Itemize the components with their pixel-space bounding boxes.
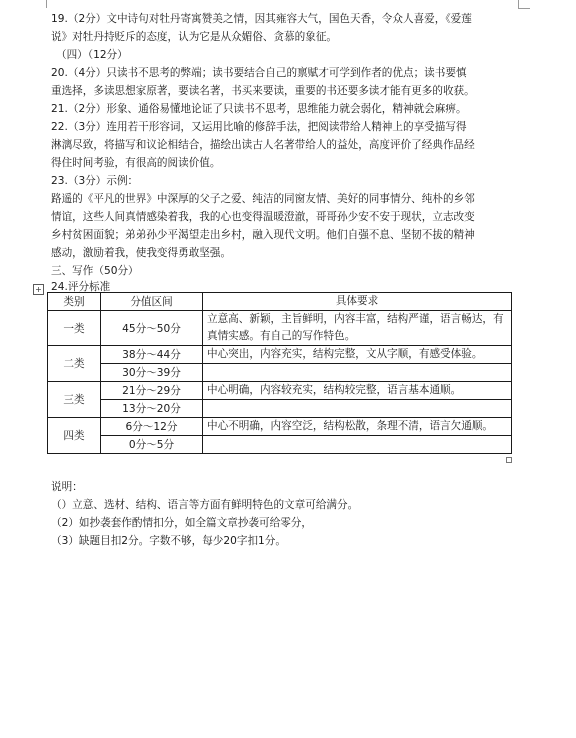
range-cell: 6分～12分 [101,418,203,436]
requirement-cell: 中心不明确，内容空泛，结构松散，条理不清，语言欠通顺。 [203,418,512,436]
table-caption: 24.评分标准 [51,281,111,293]
table-row [48,364,512,382]
answer-line: 22.（3分）连用若干形容词，又运用比喻的修辞手法，把阅读带给人精神上的享受描写得 [51,121,467,133]
answer-line: 19.（2分）文中诗句对牡丹寄寓赞美之情，因其雍容大气，国色天香，令众人喜爱，《爱莲 [51,13,472,25]
note-item: （3）缺题目扣2分。字数不够，每少20字扣1分。 [51,535,286,547]
range-cell: 30分～39分 [101,364,203,382]
answer-line: 23.（3分）示例： [51,175,139,187]
answer-line: 21.（2分）形象、通俗易懂地论证了只读书不思考，思维能力就会弱化，精神就会麻痹。 [51,103,467,115]
table-row [48,346,512,364]
range-cell: 13分～20分 [101,400,203,418]
answer-line: 得住时间考验，有很高的阅读价值。 [51,157,221,169]
requirement-cell [203,364,512,382]
page-corner-mark [36,0,47,8]
table-row [48,382,512,400]
range-cell: 45分～50分 [101,311,203,346]
answer-line: 20.（4分）只读书不思考的弊端；读书要结合自己的禀赋才可学到作者的优点；读书要慎 [51,67,467,79]
requirement-cell: 立意高、新颖，主旨鲜明，内容丰富，结构严谨，语言畅达，有真情实感。有自己的写作特色。 [203,311,512,346]
table-resize-handle[interactable] [506,457,512,463]
category-cell: 三类 [48,382,101,418]
table-row [48,418,512,436]
page-corner-mark [518,0,529,8]
requirement-cell: 中心突出，内容充实，结构完整，文从字顺，有感受体验。 [203,346,512,364]
note-item: （）立意、选材、结构、语言等方面有鲜明特色的文章可给满分。 [51,499,359,511]
range-cell: 0分～5分 [101,436,203,454]
category-cell: 二类 [48,346,101,382]
answer-line: 路遥的《平凡的世界》中深厚的父子之爱、纯洁的同窗友情、美好的同事情分、纯朴的乡邻 [51,193,475,205]
answer-line: 乡村贫困面貌；弟弟孙少平渴望走出乡村，融入现代文明。他们自强不息、坚韧不拔的精神 [51,229,475,241]
table-row [48,311,512,346]
answer-line: 情谊，这些人间真情感染着我，我的心也变得温暖澄澈，哥哥孙少安不安于现状，立志改变 [51,211,475,223]
answer-line: 淋漓尽致，将描写和议论相结合，描绘出读古人名著带给人的益处，高度评价了经典作品经 [51,139,475,151]
answer-line: 感动，激励着我，使我变得勇敢坚强。 [51,247,232,259]
section-heading: 三、写作（50分） [51,265,139,277]
table-header-row [48,293,512,311]
table-row [48,436,512,454]
table-row [48,400,512,418]
range-cell: 21分～29分 [101,382,203,400]
table-header-cell: 分值区间 [101,293,203,311]
answer-line: 重选择，多读思想家原著，要读名著，书买来要读，重要的书还要多读才能有更多的收获。 [51,85,475,97]
table-header-cell: 具体要求 [203,293,512,311]
page-corner-mark [518,8,530,9]
range-cell: 38分～44分 [101,346,203,364]
category-cell: 一类 [48,311,101,346]
requirement-cell [203,436,512,454]
category-cell: 四类 [48,418,101,454]
table-header-cell: 类别 [48,293,101,311]
answer-line: 说》对牡丹持贬斥的态度，认为它是从众媚俗、贪慕的象征。 [51,31,338,43]
section-heading: （四）（12分） [56,49,128,61]
requirement-cell: 中心明确，内容较充实，结构较完整，语言基本通顺。 [203,382,512,400]
requirement-cell [203,400,512,418]
notes-title: 说明： [51,481,83,493]
note-item: （2）如抄袭套作酌情扣分，如全篇文章抄袭可给零分， [51,517,312,529]
table-move-handle-icon[interactable]: + [33,284,44,295]
scoring-table [47,292,512,454]
